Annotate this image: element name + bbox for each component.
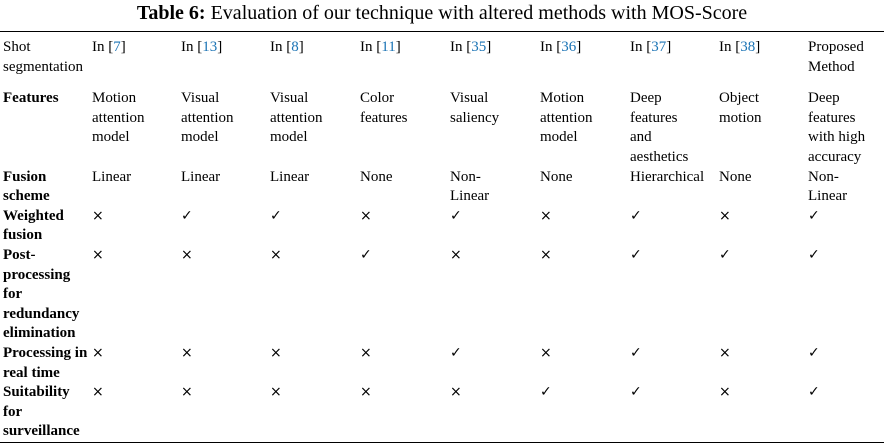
table-cell: × bbox=[716, 383, 805, 442]
table-cell: Visual attention model bbox=[270, 90, 323, 146]
row-label: Suitability for surveillance bbox=[0, 383, 89, 442]
citation-link[interactable]: 38 bbox=[740, 39, 756, 55]
table-cell: × bbox=[92, 207, 104, 224]
table-cell: ✓ bbox=[808, 344, 820, 361]
table-row bbox=[0, 77, 884, 167]
table-cell: ✓ bbox=[630, 207, 642, 224]
table-cell: × bbox=[181, 246, 193, 263]
table-cell: Object motion bbox=[719, 90, 762, 126]
table-cell: Visual saliency bbox=[450, 90, 500, 126]
row-label: Features bbox=[3, 90, 59, 107]
row-label: Fusion scheme bbox=[3, 168, 50, 205]
header-proposed-method: Proposed Method bbox=[805, 32, 884, 78]
table-cell: × bbox=[178, 383, 267, 442]
table-cell: × bbox=[540, 344, 552, 361]
header-method-5 bbox=[447, 32, 537, 78]
citation-link[interactable]: 7 bbox=[113, 39, 121, 55]
table-title: Evaluation of our technique with altered methods with MOS-Score bbox=[205, 2, 748, 24]
table-cell: × bbox=[92, 246, 104, 263]
table-cell: Non- Linear bbox=[450, 168, 490, 205]
table-cell: ✓ bbox=[627, 383, 716, 442]
citation-link[interactable]: 37 bbox=[651, 39, 667, 55]
table-cell: × bbox=[719, 207, 731, 224]
table-cell: × bbox=[357, 383, 447, 442]
header-suffix: ] bbox=[120, 39, 126, 55]
table-cell: × bbox=[447, 383, 537, 442]
table-cell: × bbox=[450, 246, 462, 263]
table-cell: × bbox=[360, 207, 372, 224]
header-row bbox=[0, 32, 884, 78]
table-cell: None bbox=[719, 168, 752, 185]
citation-link[interactable]: 36 bbox=[561, 39, 577, 55]
header-method-7 bbox=[627, 32, 716, 78]
table-row bbox=[0, 344, 884, 383]
table-cell: × bbox=[270, 344, 282, 361]
table-cell: None bbox=[360, 168, 393, 185]
header-method-3 bbox=[267, 32, 357, 78]
table-cell: Deep features and aesthetics bbox=[630, 90, 689, 165]
table-cell: Color features bbox=[360, 90, 408, 126]
citation-link[interactable]: 35 bbox=[471, 39, 487, 55]
header-suffix: ] bbox=[395, 39, 401, 55]
table-caption bbox=[0, 0, 884, 31]
header-method-4 bbox=[357, 32, 447, 78]
header-prefix: In [ bbox=[540, 39, 562, 55]
header-method-6 bbox=[537, 32, 627, 78]
citation-link[interactable]: 8 bbox=[291, 39, 299, 55]
comparison-table bbox=[0, 31, 884, 443]
table-cell: ✓ bbox=[805, 383, 884, 442]
table-cell: ✓ bbox=[450, 207, 462, 224]
header-suffix: ] bbox=[755, 39, 761, 55]
table-cell: × bbox=[360, 344, 372, 361]
table-row bbox=[0, 383, 884, 442]
table-cell: ✓ bbox=[537, 383, 627, 442]
table-cell: × bbox=[89, 383, 178, 442]
table-cell: ✓ bbox=[270, 207, 282, 224]
header-suffix: ] bbox=[298, 39, 304, 55]
header-prefix: In [ bbox=[630, 39, 652, 55]
citation-link[interactable]: 13 bbox=[202, 39, 218, 55]
table-cell: × bbox=[540, 207, 552, 224]
table-cell: None bbox=[540, 168, 573, 185]
header-suffix: ] bbox=[486, 39, 492, 55]
table-cell: Linear bbox=[270, 168, 310, 185]
table-cell: Linear bbox=[92, 168, 132, 185]
header-prefix: In [ bbox=[450, 39, 472, 55]
header-prefix: In [ bbox=[719, 39, 741, 55]
header-method-2 bbox=[178, 32, 267, 78]
header-prefix: In [ bbox=[92, 39, 114, 55]
header-prefix: In [ bbox=[181, 39, 203, 55]
table-cell: ✓ bbox=[360, 246, 372, 263]
table-cell: × bbox=[181, 344, 193, 361]
citation-link[interactable]: 11 bbox=[381, 39, 396, 55]
table-cell: × bbox=[540, 246, 552, 263]
table-cell: Motion attention model bbox=[92, 90, 145, 146]
table-cell: Non- Linear bbox=[808, 168, 848, 205]
table-cell: Visual attention model bbox=[181, 90, 234, 146]
table-cell: ✓ bbox=[630, 246, 642, 263]
table-cell: ✓ bbox=[719, 246, 731, 263]
table-cell: ✓ bbox=[181, 207, 193, 224]
header-suffix: ] bbox=[666, 39, 672, 55]
table-cell: ✓ bbox=[450, 344, 462, 361]
table-row bbox=[0, 168, 884, 207]
table-row bbox=[0, 246, 884, 344]
table-cell: ✓ bbox=[630, 344, 642, 361]
row-label: Processing in real time bbox=[3, 344, 88, 381]
header-method-8 bbox=[716, 32, 805, 78]
table-cell: Hierarchical bbox=[630, 168, 705, 185]
table-row bbox=[0, 207, 884, 246]
table-cell: × bbox=[92, 344, 104, 361]
table-cell: ✓ bbox=[808, 207, 820, 224]
table-cell: × bbox=[267, 383, 357, 442]
table-number: Table 6: bbox=[136, 2, 206, 24]
table-cell: Linear bbox=[181, 168, 221, 185]
header-prefix: In [ bbox=[360, 39, 382, 55]
header-method-1 bbox=[89, 32, 178, 78]
table-body bbox=[0, 32, 884, 443]
header-suffix: ] bbox=[576, 39, 582, 55]
table-cell: Motion attention model bbox=[540, 90, 593, 146]
table-cell: × bbox=[719, 344, 731, 361]
header-prefix: In [ bbox=[270, 39, 292, 55]
table-cell: Deep features with high accuracy bbox=[808, 90, 866, 165]
header-suffix: ] bbox=[217, 39, 223, 55]
table-cell: ✓ bbox=[808, 246, 820, 263]
row-label: Weighted fusion bbox=[3, 207, 64, 244]
row-label: Post- processing for redundancy elimination bbox=[3, 246, 80, 342]
header-shot-segmentation: Shot segmentation bbox=[0, 32, 89, 78]
table-cell: × bbox=[270, 246, 282, 263]
